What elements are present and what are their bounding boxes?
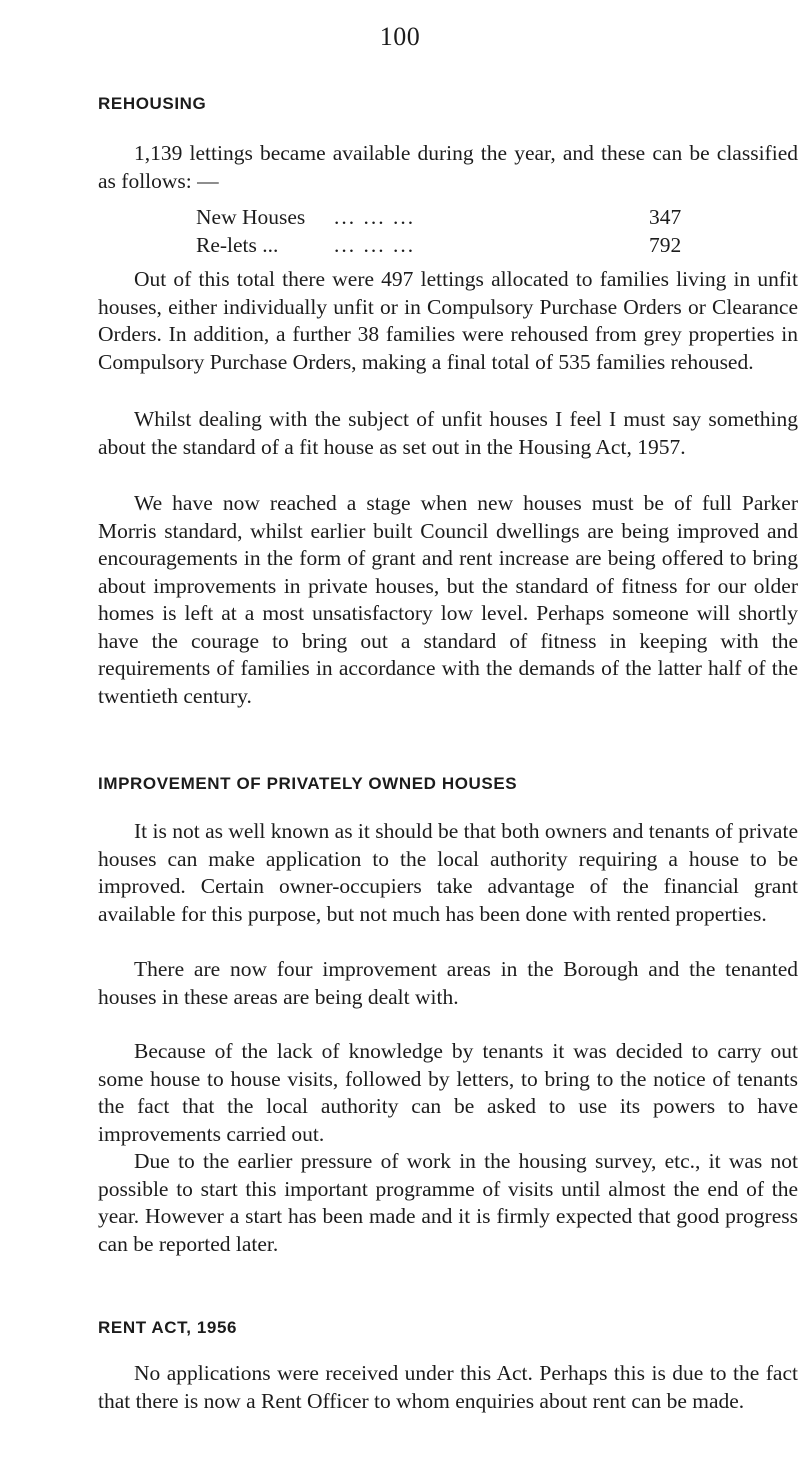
rehousing-paragraph-3: We have now reached a stage when new houses must be of full Parker Morris standard, whilst earlier built Council dwellings are being improved and encouragements in the form of grant and rent increase are being offered to bring about improvements in private houses, but the standard of fitness for our older homes is left at a most unsatisfactory low level. Perhaps someone will shortly have the courage to bring out a standard of fitness in keeping with the requirements of families in accordance with the demands of the latter half of the twentieth century. — [98, 491, 798, 708]
item-value: 792 — [649, 233, 682, 257]
page-number: 100 — [379, 22, 421, 51]
improvement-paragraph-2: There are now four improvement areas in the Borough and the tenanted houses in these areas are being dealt with. — [98, 957, 798, 1009]
item-label: Re-lets ... — [196, 233, 279, 257]
rehousing-paragraph-1: Out of this total there were 497 lettings allocated to families living in unfit houses, either individually unfit or in Compulsory Purchase Orders or Clearance Orders. In addition, a further 38 families were rehoused from grey properties in Compulsory Purchase Orders, making a final total of 535 families rehoused. — [98, 267, 798, 374]
rehousing-intro: 1,139 lettings became available during the year, and these can be classified as follows: — — [98, 141, 798, 193]
heading-rehousing: REHOUSING — [98, 94, 207, 113]
improvement-paragraph-1: It is not as well known as it should be that both owners and tenants of private houses can make application to the local authority requiring a house to be improved. Certain owner-occupiers take advantage of the financial grant available for this purpose, but not much has been done with rented properties. — [98, 819, 798, 926]
rent-act-paragraph-1: No applications were received under this Act. Perhaps this is due to the fact that there is now a Rent Officer to whom enquiries about rent can be made. — [98, 1361, 798, 1413]
item-value: 347 — [649, 205, 682, 229]
leader-dots: ... ... ... — [334, 205, 416, 229]
heading-rent-act: RENT ACT, 1956 — [98, 1318, 238, 1337]
rehousing-paragraph-2: Whilst dealing with the subject of unfit houses I feel I must say something about the standard of a fit house as set out in the Housing Act, 1957. — [98, 407, 798, 459]
item-label: New Houses — [196, 205, 306, 229]
heading-improvement: IMPROVEMENT OF PRIVATELY OWNED HOUSES — [98, 774, 518, 793]
leader-dots: ... ... ... — [334, 233, 416, 257]
improvement-paragraph-3: Because of the lack of knowledge by tenants it was decided to carry out some house to house visits, followed by letters, to bring to the notice of tenants the fact that the local authority can be asked to use its powers to have improvements carried out. — [98, 1039, 798, 1146]
improvement-paragraph-4: Due to the earlier pressure of work in the housing survey, etc., it was not possible to start this important programme of visits until almost the end of the year. However a start has been made and it is firmly expected that good progress can be reported later. — [98, 1149, 798, 1256]
